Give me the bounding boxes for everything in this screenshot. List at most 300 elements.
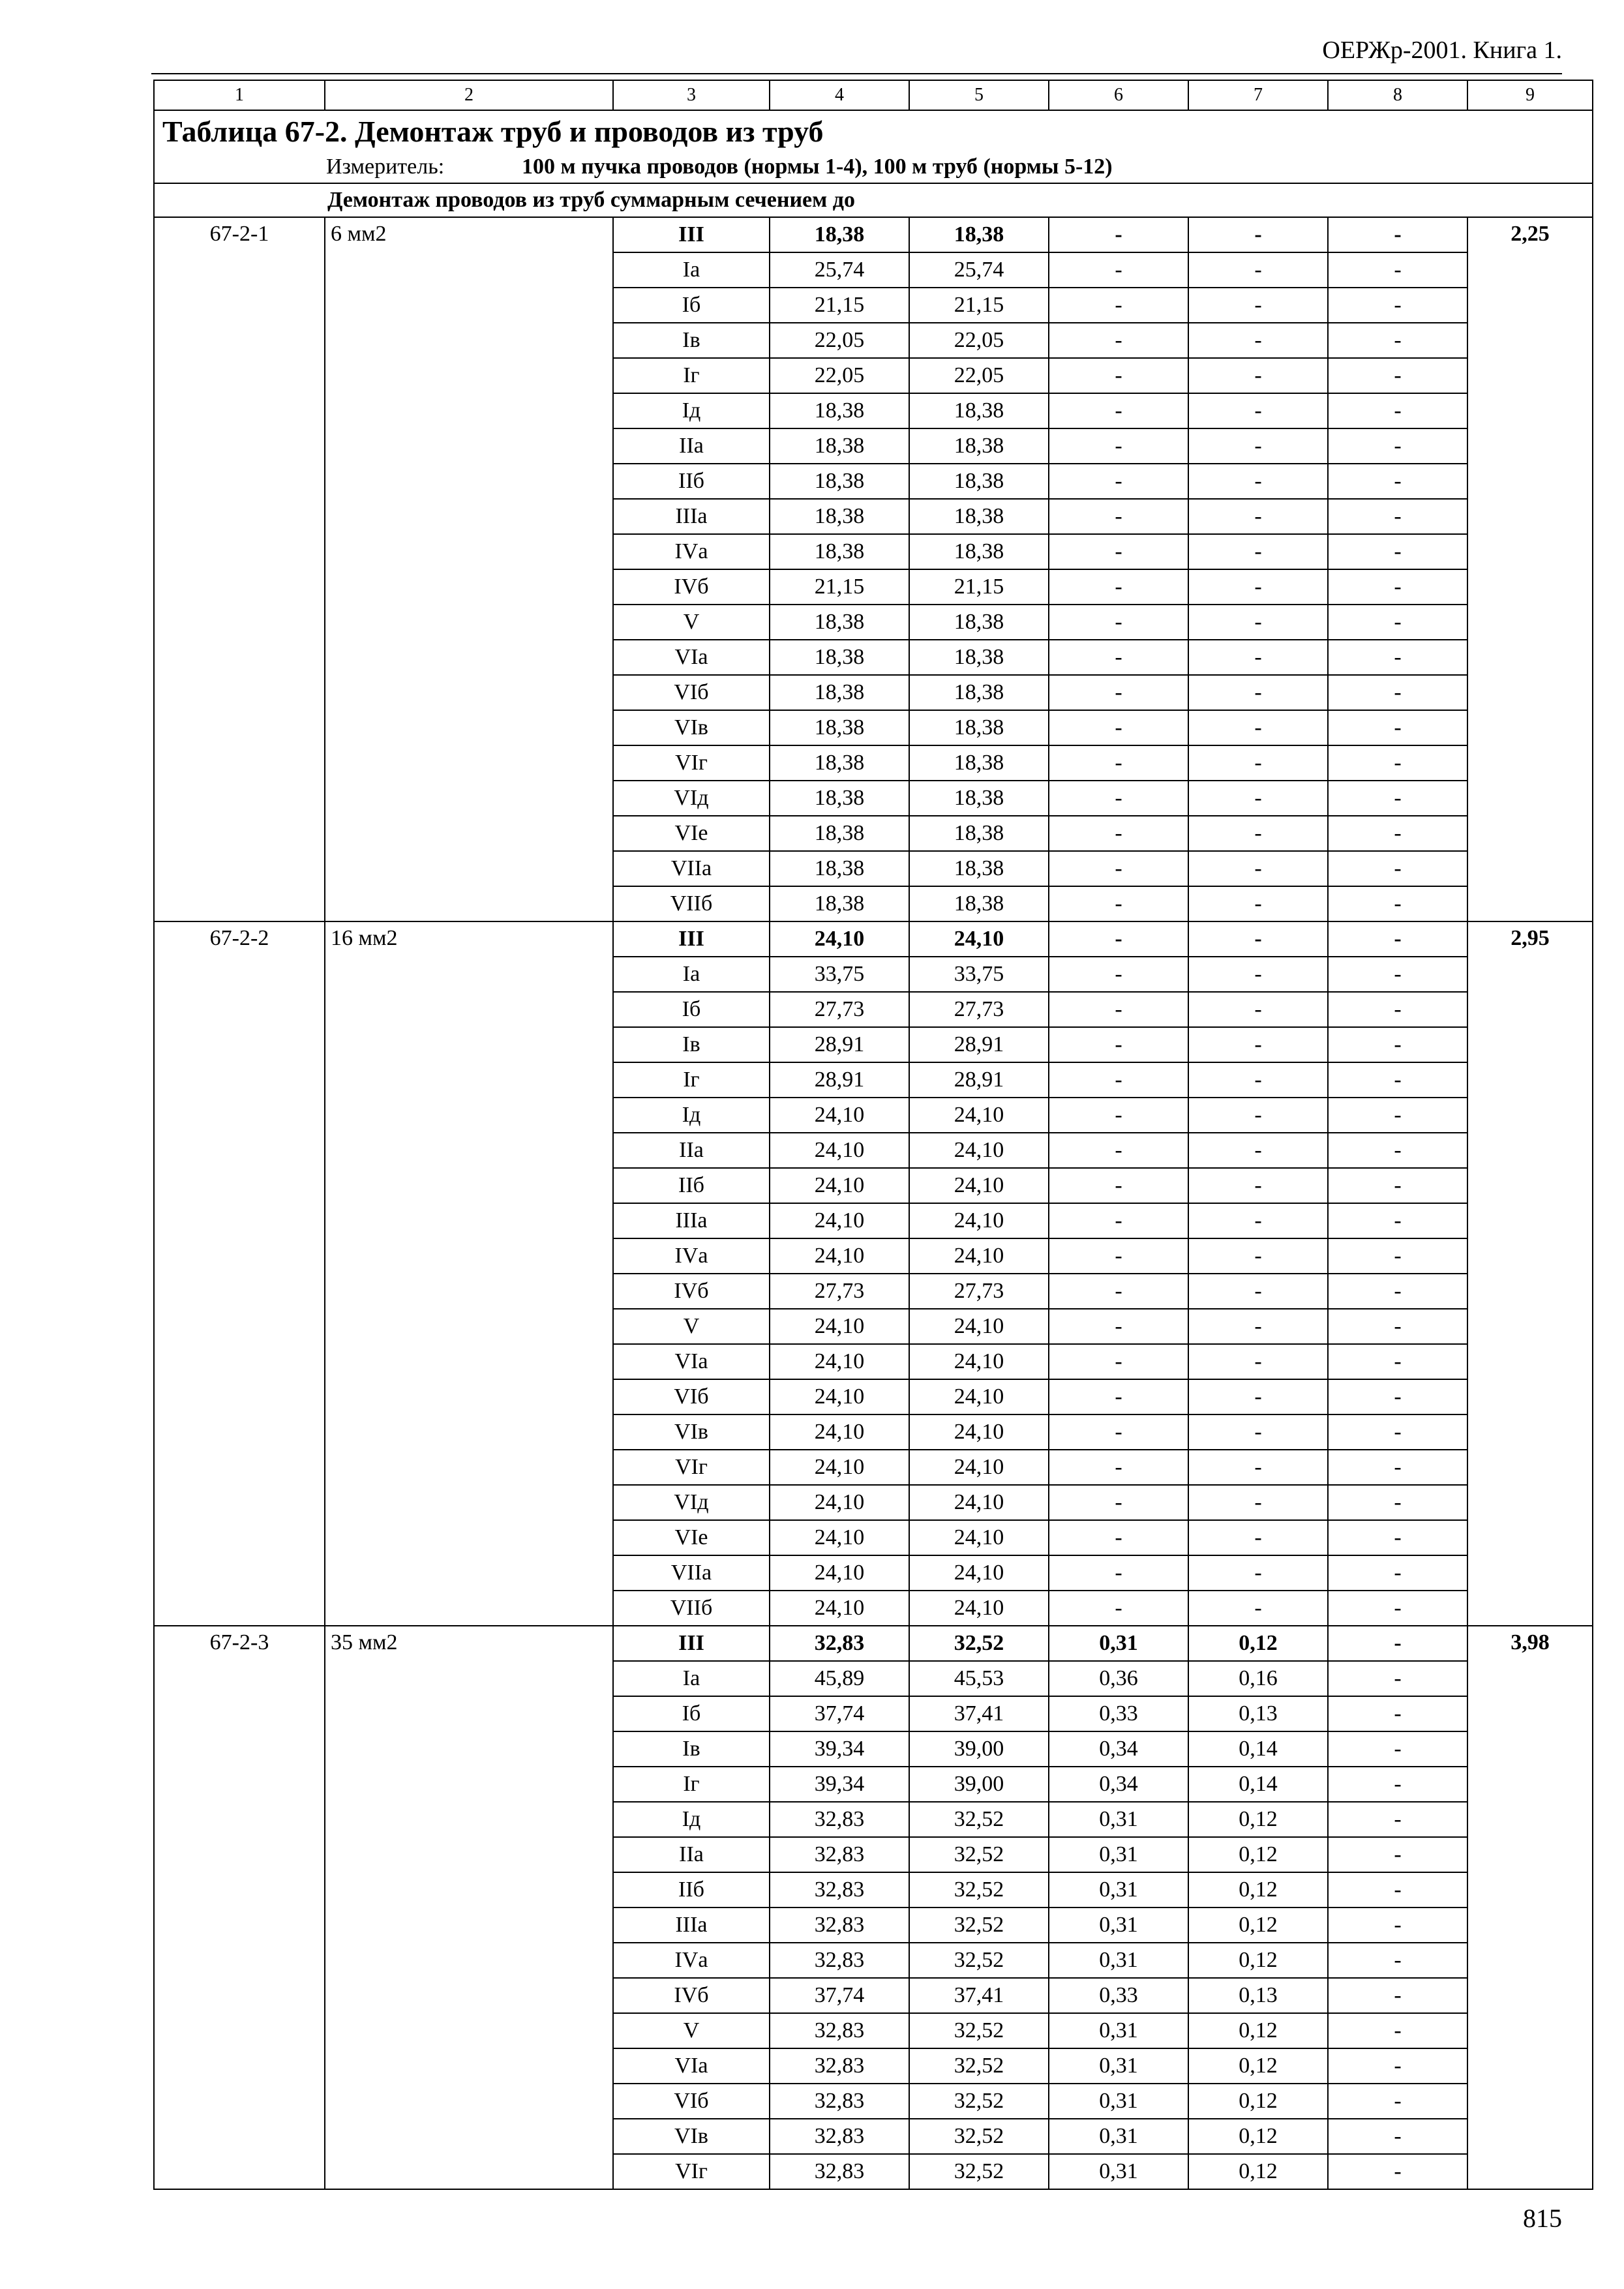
zone-cell: III bbox=[613, 921, 770, 957]
value-cell-col6: - bbox=[1049, 1133, 1188, 1168]
value-cell-col4: 22,05 bbox=[770, 358, 909, 393]
zone-cell: Iв bbox=[613, 1731, 770, 1767]
value-cell-col4: 37,74 bbox=[770, 1978, 909, 2013]
value-cell-col5: 18,38 bbox=[909, 464, 1049, 499]
value-cell-col7: - bbox=[1188, 1344, 1328, 1379]
value-cell-col6: - bbox=[1049, 323, 1188, 358]
value-cell-col7: - bbox=[1188, 393, 1328, 428]
value-cell-col7: - bbox=[1188, 428, 1328, 464]
value-cell-col7: - bbox=[1188, 1133, 1328, 1168]
value-cell-col8: - bbox=[1328, 745, 1467, 781]
zone-cell: IIб bbox=[613, 1872, 770, 1908]
column-number: 1 bbox=[154, 80, 325, 110]
norm-code bbox=[154, 217, 325, 921]
value-cell-col7: 0,12 bbox=[1188, 2154, 1328, 2189]
value-cell-col4: 27,73 bbox=[770, 992, 909, 1027]
header-rule bbox=[151, 73, 1562, 74]
value-cell-col6: 0,33 bbox=[1049, 1978, 1188, 2013]
value-cell-col7: 0,16 bbox=[1188, 1661, 1328, 1696]
value-cell-col5: 18,38 bbox=[909, 745, 1049, 781]
column-number: 4 bbox=[770, 80, 909, 110]
value-cell-col5: 37,41 bbox=[909, 1696, 1049, 1731]
value-cell-col8: - bbox=[1328, 921, 1467, 957]
value-cell-col6: - bbox=[1049, 710, 1188, 745]
value-cell-col6: - bbox=[1049, 428, 1188, 464]
value-cell-col4: 24,10 bbox=[770, 1485, 909, 1520]
value-cell-col5: 24,10 bbox=[909, 921, 1049, 957]
zone-cell: IVб bbox=[613, 1978, 770, 2013]
value-cell-col7: - bbox=[1188, 992, 1328, 1027]
value-cell-col4: 18,38 bbox=[770, 534, 909, 569]
value-cell-col4: 32,83 bbox=[770, 2084, 909, 2119]
value-cell-col5: 32,52 bbox=[909, 1872, 1049, 1908]
zone-cell: VIа bbox=[613, 2048, 770, 2084]
value-cell-col5: 22,05 bbox=[909, 358, 1049, 393]
value-cell-col6: - bbox=[1049, 288, 1188, 323]
value-cell-col7: 0,12 bbox=[1188, 1626, 1328, 1661]
value-cell-col7: 0,13 bbox=[1188, 1978, 1328, 2013]
value-cell-col8: - bbox=[1328, 851, 1467, 886]
running-header: ОЕРЖр-2001. Книга 1. bbox=[1322, 37, 1562, 64]
value-cell-col7: - bbox=[1188, 1203, 1328, 1238]
value-cell-col7: 0,12 bbox=[1188, 2048, 1328, 2084]
norm-code-text: 67-2-2 bbox=[209, 926, 269, 950]
value-cell-col7: - bbox=[1188, 499, 1328, 534]
value-cell-col6: 0,31 bbox=[1049, 1908, 1188, 1943]
value-cell-col6: 0,31 bbox=[1049, 2084, 1188, 2119]
value-cell-col6: - bbox=[1049, 1062, 1188, 1098]
norm-total-text: 3,98 bbox=[1511, 1630, 1550, 1654]
value-cell-col4: 18,38 bbox=[770, 464, 909, 499]
value-cell-col7: 0,14 bbox=[1188, 1731, 1328, 1767]
value-cell-col8: - bbox=[1328, 1238, 1467, 1274]
value-cell-col6: - bbox=[1049, 1520, 1188, 1555]
value-cell-col7: 0,12 bbox=[1188, 1837, 1328, 1872]
value-cell-col7: - bbox=[1188, 1485, 1328, 1520]
value-cell-col6: - bbox=[1049, 675, 1188, 710]
value-cell-col4: 18,38 bbox=[770, 710, 909, 745]
zone-cell: Iа bbox=[613, 957, 770, 992]
value-cell-col6: - bbox=[1049, 1485, 1188, 1520]
zone-cell: VIг bbox=[613, 2154, 770, 2189]
value-cell-col6: 0,33 bbox=[1049, 1696, 1188, 1731]
value-cell-col4: 32,83 bbox=[770, 1837, 909, 1872]
value-cell-col6: - bbox=[1049, 1168, 1188, 1203]
value-cell-col5: 24,10 bbox=[909, 1238, 1049, 1274]
value-cell-col4: 21,15 bbox=[770, 288, 909, 323]
norm-name-text: 35 мм2 bbox=[331, 1630, 398, 1654]
value-cell-col4: 32,83 bbox=[770, 2119, 909, 2154]
value-cell-col8: - bbox=[1328, 1379, 1467, 1414]
value-cell-col7: - bbox=[1188, 781, 1328, 816]
value-cell-col4: 37,74 bbox=[770, 1696, 909, 1731]
value-cell-col6: 0,31 bbox=[1049, 2154, 1188, 2189]
value-cell-col4: 18,38 bbox=[770, 605, 909, 640]
value-cell-col7: 0,13 bbox=[1188, 1696, 1328, 1731]
norm-name bbox=[325, 1626, 613, 2189]
value-cell-col8: - bbox=[1328, 358, 1467, 393]
norm-name-text: 6 мм2 bbox=[331, 222, 387, 246]
value-cell-col8: - bbox=[1328, 252, 1467, 288]
value-cell-col5: 18,38 bbox=[909, 534, 1049, 569]
value-cell-col7: - bbox=[1188, 534, 1328, 569]
value-cell-col6: - bbox=[1049, 1414, 1188, 1450]
value-cell-col6: - bbox=[1049, 1379, 1188, 1414]
value-cell-col4: 18,38 bbox=[770, 886, 909, 921]
value-cell-col8: - bbox=[1328, 1802, 1467, 1837]
value-cell-col5: 27,73 bbox=[909, 1274, 1049, 1309]
group-title: Демонтаж проводов из труб суммарным сечением до bbox=[154, 183, 1593, 217]
value-cell-col6: - bbox=[1049, 1203, 1188, 1238]
zone-cell: VIб bbox=[613, 1379, 770, 1414]
value-cell-col6: 0,34 bbox=[1049, 1767, 1188, 1802]
value-cell-col8: - bbox=[1328, 1837, 1467, 1872]
value-cell-col7: - bbox=[1188, 921, 1328, 957]
value-cell-col8: - bbox=[1328, 217, 1467, 252]
table-row bbox=[154, 1626, 1593, 1661]
value-cell-col4: 24,10 bbox=[770, 1238, 909, 1274]
value-cell-col4: 25,74 bbox=[770, 252, 909, 288]
norm-total-text: 2,95 bbox=[1511, 926, 1550, 950]
value-cell-col4: 32,83 bbox=[770, 1943, 909, 1978]
zone-cell: Iб bbox=[613, 992, 770, 1027]
value-cell-col5: 28,91 bbox=[909, 1027, 1049, 1062]
zone-cell: Iа bbox=[613, 1661, 770, 1696]
value-cell-col7: 0,14 bbox=[1188, 1767, 1328, 1802]
value-cell-col8: - bbox=[1328, 2013, 1467, 2048]
value-cell-col4: 32,83 bbox=[770, 1802, 909, 1837]
value-cell-col6: 0,34 bbox=[1049, 1731, 1188, 1767]
zone-cell: IIб bbox=[613, 464, 770, 499]
value-cell-col6: - bbox=[1049, 1591, 1188, 1626]
value-cell-col4: 32,83 bbox=[770, 1872, 909, 1908]
value-cell-col4: 27,73 bbox=[770, 1274, 909, 1309]
value-cell-col5: 24,10 bbox=[909, 1133, 1049, 1168]
value-cell-col6: 0,31 bbox=[1049, 1626, 1188, 1661]
value-cell-col8: - bbox=[1328, 2154, 1467, 2189]
value-cell-col6: - bbox=[1049, 851, 1188, 886]
zone-cell: IIIа bbox=[613, 499, 770, 534]
zone-cell: VIIа bbox=[613, 1555, 770, 1591]
value-cell-col6: 0,31 bbox=[1049, 2048, 1188, 2084]
value-cell-col4: 28,91 bbox=[770, 1027, 909, 1062]
value-cell-col4: 28,91 bbox=[770, 1062, 909, 1098]
value-cell-col4: 39,34 bbox=[770, 1731, 909, 1767]
value-cell-col7: - bbox=[1188, 745, 1328, 781]
value-cell-col8: - bbox=[1328, 1661, 1467, 1696]
value-cell-col8: - bbox=[1328, 816, 1467, 851]
value-cell-col4: 24,10 bbox=[770, 1450, 909, 1485]
zone-cell: III bbox=[613, 1626, 770, 1661]
value-cell-col4: 24,10 bbox=[770, 1520, 909, 1555]
value-cell-col8: - bbox=[1328, 1414, 1467, 1450]
value-cell-col7: - bbox=[1188, 886, 1328, 921]
value-cell-col6: 0,31 bbox=[1049, 1872, 1188, 1908]
norm-total bbox=[1467, 1626, 1593, 2189]
norm-name-text: 16 мм2 bbox=[331, 926, 398, 950]
value-cell-col6: - bbox=[1049, 217, 1188, 252]
value-cell-col4: 32,83 bbox=[770, 2048, 909, 2084]
value-cell-col5: 32,52 bbox=[909, 2048, 1049, 2084]
norm-code bbox=[154, 1626, 325, 2189]
value-cell-col7: - bbox=[1188, 323, 1328, 358]
value-cell-col5: 18,38 bbox=[909, 499, 1049, 534]
value-cell-col4: 18,38 bbox=[770, 745, 909, 781]
norms-table bbox=[153, 80, 1593, 2190]
value-cell-col6: - bbox=[1049, 921, 1188, 957]
value-cell-col8: - bbox=[1328, 1872, 1467, 1908]
value-cell-col5: 24,10 bbox=[909, 1203, 1049, 1238]
value-cell-col4: 32,83 bbox=[770, 2013, 909, 2048]
value-cell-col5: 28,91 bbox=[909, 1062, 1049, 1098]
value-cell-col7: - bbox=[1188, 1098, 1328, 1133]
value-cell-col7: - bbox=[1188, 1414, 1328, 1450]
zone-cell: VIв bbox=[613, 1414, 770, 1450]
zone-cell: IIа bbox=[613, 1133, 770, 1168]
value-cell-col4: 24,10 bbox=[770, 1414, 909, 1450]
value-cell-col8: - bbox=[1328, 1344, 1467, 1379]
value-cell-col8: - bbox=[1328, 1626, 1467, 1661]
value-cell-col8: - bbox=[1328, 323, 1467, 358]
value-cell-col4: 24,10 bbox=[770, 1203, 909, 1238]
column-number: 2 bbox=[325, 80, 613, 110]
value-cell-col5: 18,38 bbox=[909, 217, 1049, 252]
zone-cell: VIв bbox=[613, 2119, 770, 2154]
value-cell-col6: 0,31 bbox=[1049, 2013, 1188, 2048]
value-cell-col6: - bbox=[1049, 745, 1188, 781]
value-cell-col6: - bbox=[1049, 605, 1188, 640]
value-cell-col6: - bbox=[1049, 1274, 1188, 1309]
value-cell-col4: 24,10 bbox=[770, 1379, 909, 1414]
value-cell-col6: - bbox=[1049, 1450, 1188, 1485]
zone-cell: VIIб bbox=[613, 1591, 770, 1626]
zone-cell: III bbox=[613, 217, 770, 252]
zone-cell: V bbox=[613, 605, 770, 640]
value-cell-col8: - bbox=[1328, 1133, 1467, 1168]
value-cell-col5: 33,75 bbox=[909, 957, 1049, 992]
value-cell-col7: - bbox=[1188, 710, 1328, 745]
zone-cell: Iа bbox=[613, 252, 770, 288]
value-cell-col5: 24,10 bbox=[909, 1379, 1049, 1414]
value-cell-col7: - bbox=[1188, 358, 1328, 393]
value-cell-col7: 0,12 bbox=[1188, 1802, 1328, 1837]
value-cell-col8: - bbox=[1328, 2084, 1467, 2119]
value-cell-col8: - bbox=[1328, 1274, 1467, 1309]
value-cell-col4: 21,15 bbox=[770, 569, 909, 605]
value-cell-col5: 32,52 bbox=[909, 2119, 1049, 2154]
value-cell-col8: - bbox=[1328, 1591, 1467, 1626]
table-row bbox=[154, 921, 1593, 957]
value-cell-col5: 39,00 bbox=[909, 1767, 1049, 1802]
value-cell-col8: - bbox=[1328, 1203, 1467, 1238]
value-cell-col8: - bbox=[1328, 569, 1467, 605]
value-cell-col8: - bbox=[1328, 1485, 1467, 1520]
value-cell-col8: - bbox=[1328, 1943, 1467, 1978]
value-cell-col8: - bbox=[1328, 1731, 1467, 1767]
norm-total-text: 2,25 bbox=[1511, 222, 1550, 246]
column-number: 3 bbox=[613, 80, 770, 110]
value-cell-col6: 0,31 bbox=[1049, 2119, 1188, 2154]
value-cell-col5: 24,10 bbox=[909, 1344, 1049, 1379]
value-cell-col8: - bbox=[1328, 1555, 1467, 1591]
value-cell-col7: - bbox=[1188, 1274, 1328, 1309]
value-cell-col8: - bbox=[1328, 2048, 1467, 2084]
value-cell-col4: 32,83 bbox=[770, 1908, 909, 1943]
norm-name bbox=[325, 217, 613, 921]
value-cell-col5: 24,10 bbox=[909, 1591, 1049, 1626]
measure-cell bbox=[154, 151, 1593, 183]
zone-cell: Iв bbox=[613, 323, 770, 358]
value-cell-col8: - bbox=[1328, 781, 1467, 816]
value-cell-col6: 0,31 bbox=[1049, 1802, 1188, 1837]
value-cell-col8: - bbox=[1328, 499, 1467, 534]
norm-code-text: 67-2-1 bbox=[209, 222, 269, 246]
zone-cell: VIIб bbox=[613, 886, 770, 921]
value-cell-col4: 18,38 bbox=[770, 781, 909, 816]
value-cell-col7: 0,12 bbox=[1188, 1943, 1328, 1978]
value-cell-col8: - bbox=[1328, 1450, 1467, 1485]
value-cell-col5: 24,10 bbox=[909, 1555, 1049, 1591]
value-cell-col6: - bbox=[1049, 1027, 1188, 1062]
value-cell-col5: 32,52 bbox=[909, 2013, 1049, 2048]
value-cell-col6: - bbox=[1049, 534, 1188, 569]
value-cell-col8: - bbox=[1328, 1062, 1467, 1098]
norm-code-text: 67-2-3 bbox=[209, 1630, 269, 1654]
value-cell-col8: - bbox=[1328, 640, 1467, 675]
norm-code bbox=[154, 921, 325, 1626]
value-cell-col4: 18,38 bbox=[770, 675, 909, 710]
zone-cell: Iг bbox=[613, 358, 770, 393]
zone-cell: VIб bbox=[613, 2084, 770, 2119]
value-cell-col6: - bbox=[1049, 781, 1188, 816]
value-cell-col6: - bbox=[1049, 1238, 1188, 1274]
value-cell-col7: 0,12 bbox=[1188, 1872, 1328, 1908]
zone-cell: IVа bbox=[613, 1943, 770, 1978]
zone-cell: IVб bbox=[613, 569, 770, 605]
value-cell-col8: - bbox=[1328, 1520, 1467, 1555]
norm-total bbox=[1467, 217, 1593, 921]
zone-cell: V bbox=[613, 2013, 770, 2048]
value-cell-col7: - bbox=[1188, 1591, 1328, 1626]
value-cell-col5: 22,05 bbox=[909, 323, 1049, 358]
value-cell-col4: 18,38 bbox=[770, 851, 909, 886]
page-number: 815 bbox=[1523, 2204, 1562, 2233]
value-cell-col5: 24,10 bbox=[909, 1485, 1049, 1520]
zone-cell: VIа bbox=[613, 1344, 770, 1379]
value-cell-col7: 0,12 bbox=[1188, 2084, 1328, 2119]
value-cell-col5: 18,38 bbox=[909, 710, 1049, 745]
value-cell-col8: - bbox=[1328, 2119, 1467, 2154]
zone-cell: Iг bbox=[613, 1062, 770, 1098]
value-cell-col7: 0,12 bbox=[1188, 2013, 1328, 2048]
column-number: 7 bbox=[1188, 80, 1328, 110]
value-cell-col5: 18,38 bbox=[909, 393, 1049, 428]
value-cell-col6: - bbox=[1049, 499, 1188, 534]
value-cell-col6: 0,36 bbox=[1049, 1661, 1188, 1696]
column-number: 9 bbox=[1467, 80, 1593, 110]
zone-cell: VIа bbox=[613, 640, 770, 675]
measure-row bbox=[154, 151, 1593, 183]
value-cell-col7: - bbox=[1188, 851, 1328, 886]
value-cell-col5: 18,38 bbox=[909, 851, 1049, 886]
norm-total bbox=[1467, 921, 1593, 1626]
value-cell-col7: - bbox=[1188, 1238, 1328, 1274]
value-cell-col6: - bbox=[1049, 816, 1188, 851]
value-cell-col7: - bbox=[1188, 816, 1328, 851]
value-cell-col5: 18,38 bbox=[909, 428, 1049, 464]
zone-cell: IIа bbox=[613, 428, 770, 464]
value-cell-col6: - bbox=[1049, 886, 1188, 921]
value-cell-col5: 21,15 bbox=[909, 569, 1049, 605]
value-cell-col7: - bbox=[1188, 217, 1328, 252]
zone-cell: IIа bbox=[613, 1837, 770, 1872]
value-cell-col4: 22,05 bbox=[770, 323, 909, 358]
value-cell-col5: 32,52 bbox=[909, 2154, 1049, 2189]
zone-cell: VIв bbox=[613, 710, 770, 745]
value-cell-col4: 18,38 bbox=[770, 428, 909, 464]
value-cell-col5: 39,00 bbox=[909, 1731, 1049, 1767]
value-cell-col8: - bbox=[1328, 1168, 1467, 1203]
value-cell-col6: - bbox=[1049, 1555, 1188, 1591]
value-cell-col7: - bbox=[1188, 605, 1328, 640]
value-cell-col7: - bbox=[1188, 1027, 1328, 1062]
value-cell-col7: - bbox=[1188, 288, 1328, 323]
value-cell-col7: - bbox=[1188, 675, 1328, 710]
value-cell-col8: - bbox=[1328, 1908, 1467, 1943]
zone-cell: VIб bbox=[613, 675, 770, 710]
value-cell-col5: 24,10 bbox=[909, 1309, 1049, 1344]
zone-cell: Iд bbox=[613, 1802, 770, 1837]
value-cell-col5: 25,74 bbox=[909, 252, 1049, 288]
value-cell-col5: 32,52 bbox=[909, 1943, 1049, 1978]
value-cell-col6: - bbox=[1049, 957, 1188, 992]
value-cell-col4: 18,38 bbox=[770, 393, 909, 428]
value-cell-col4: 32,83 bbox=[770, 2154, 909, 2189]
column-number-row bbox=[154, 80, 1593, 110]
zone-cell: Iг bbox=[613, 1767, 770, 1802]
zone-cell: Iб bbox=[613, 1696, 770, 1731]
value-cell-col6: - bbox=[1049, 252, 1188, 288]
value-cell-col5: 18,38 bbox=[909, 675, 1049, 710]
value-cell-col6: - bbox=[1049, 358, 1188, 393]
value-cell-col7: - bbox=[1188, 1168, 1328, 1203]
value-cell-col7: 0,12 bbox=[1188, 2119, 1328, 2154]
zone-cell: Iд bbox=[613, 393, 770, 428]
value-cell-col6: - bbox=[1049, 992, 1188, 1027]
value-cell-col5: 21,15 bbox=[909, 288, 1049, 323]
value-cell-col4: 24,10 bbox=[770, 1555, 909, 1591]
value-cell-col5: 18,38 bbox=[909, 886, 1049, 921]
value-cell-col7: 0,12 bbox=[1188, 1908, 1328, 1943]
value-cell-col4: 18,38 bbox=[770, 816, 909, 851]
value-cell-col8: - bbox=[1328, 288, 1467, 323]
zone-cell: VIе bbox=[613, 816, 770, 851]
value-cell-col8: - bbox=[1328, 1696, 1467, 1731]
value-cell-col8: - bbox=[1328, 534, 1467, 569]
value-cell-col5: 24,10 bbox=[909, 1168, 1049, 1203]
measure-value: 100 м пучка проводов (нормы 1-4), 100 м труб (нормы 5-12) bbox=[522, 155, 1113, 179]
zone-cell: V bbox=[613, 1309, 770, 1344]
value-cell-col7: - bbox=[1188, 464, 1328, 499]
zone-cell: VIIа bbox=[613, 851, 770, 886]
value-cell-col7: - bbox=[1188, 1520, 1328, 1555]
value-cell-col6: 0,31 bbox=[1049, 1943, 1188, 1978]
value-cell-col6: - bbox=[1049, 569, 1188, 605]
value-cell-col8: - bbox=[1328, 957, 1467, 992]
value-cell-col8: - bbox=[1328, 428, 1467, 464]
value-cell-col5: 37,41 bbox=[909, 1978, 1049, 2013]
zone-cell: VIг bbox=[613, 745, 770, 781]
